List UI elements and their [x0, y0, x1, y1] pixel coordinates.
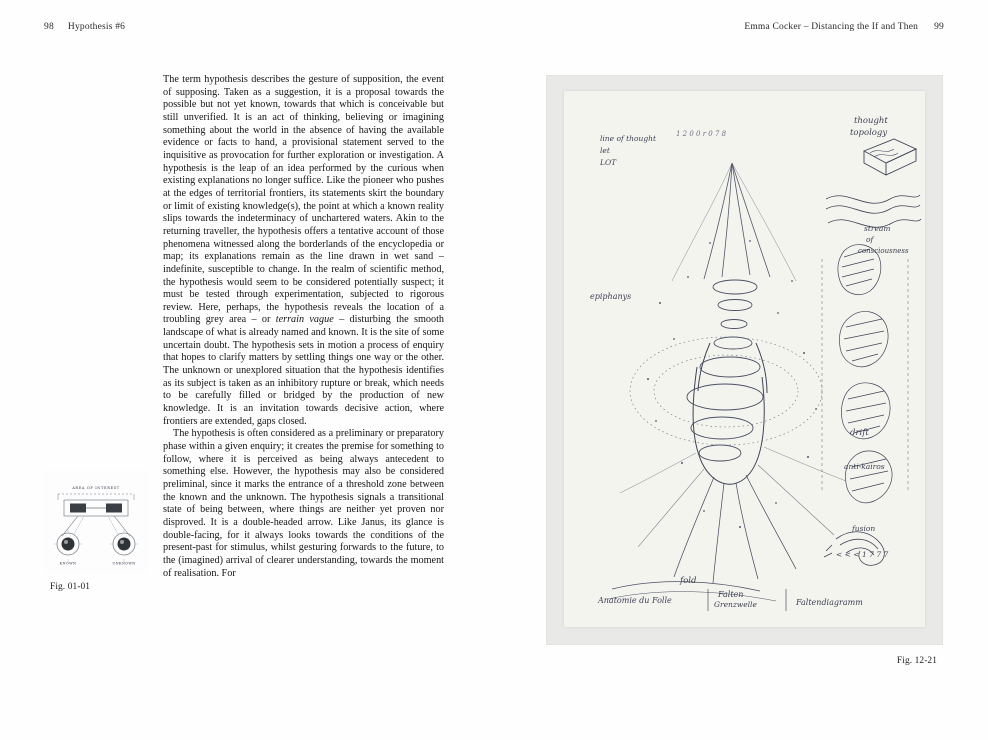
annotation-line-of-thought: line of thought — [600, 134, 656, 143]
body-paragraph-2: The hypothesis is often considered as a preliminary or preparatory phase within a given enquiry; it creates the premise for something to follow, where it is perceived as being always antecedent to something else. However, the hypothesis may also be considered preliminal, since it marks the entrance of a threshold zone between the known and the unknown. The hypothesis signals a transitional state of being between, where things are neither yet proven nor disproved. It is a double-headed arrow. Like Janus, its glance is double-facing, for it always looks towards the conditions of the present-past for stimulus, whilst gesturing forwards to the future, to the (imagined) arrival of clearer understanding, towards the moment of realisation. For — [163, 428, 444, 579]
annotation-faltendiagramm: Faltendiagramm — [796, 598, 863, 607]
annotation-consciousness: consciousness — [858, 247, 909, 255]
annotation-lot: LOT — [600, 158, 617, 167]
annotation-let: let — [600, 146, 610, 155]
running-head-right — [744, 22, 944, 32]
annotation-stream: stream — [864, 224, 891, 233]
annotation-topology: topology — [850, 128, 888, 138]
figure-left-label-unknown: UNKNOWN — [112, 561, 136, 566]
figure-right-caption: Fig. 12-21 — [896, 656, 937, 666]
figure-left-caption: Fig. 01-01 — [50, 582, 91, 592]
running-head-left — [44, 22, 125, 32]
figure-left — [44, 470, 148, 592]
figure-left-image — [44, 470, 148, 574]
annotation-coords: 1 2 0 0 r 0 7 8 — [676, 130, 727, 138]
figure-right-plate — [564, 91, 925, 627]
annotation-thought: thought — [854, 116, 888, 126]
folio-left: 98 — [44, 22, 54, 32]
body-paragraph-1-part-2: – disturbing the smooth landscape of what is already named and known. It is the site of some uncertain doubt. The hypothesis sets in motion a process of enquiry that hopes to clarify matters by settling things one way or the other. The unknown or unexplored situation that the hypothesis identifies as its subject is taken as an inhibitory rupture or break, which needs to be carefully filled or bridged by the production of new knowledge. It is an invitation towards decisive action, where frontiers are extended, gaps closed. — [163, 314, 444, 427]
running-head-right-title: Emma Cocker – Distancing the If and Then — [744, 22, 919, 32]
annotation-arrows: < < < 1 7 7 7 — [836, 550, 889, 559]
annotation-falten: Falten — [718, 590, 744, 599]
figure-right-image — [546, 75, 943, 645]
annotation-fold: fold — [680, 576, 697, 586]
annotation-anatomie: Anatomie du Folle — [598, 596, 672, 605]
figure-left-label-known: KNOWN — [59, 561, 77, 566]
annotation-fusion: fusion — [852, 524, 876, 533]
annotation-epiphanys: epiphanys — [590, 292, 632, 301]
running-head-left-title: Hypothesis #6 — [67, 22, 126, 32]
body-paragraph-1 — [163, 74, 444, 428]
figure-right — [546, 75, 943, 666]
annotation-of: of — [866, 235, 874, 244]
annotation-anti-kairos: anti-kairos — [844, 462, 885, 471]
body-text-column — [163, 74, 444, 580]
folio-right: 99 — [934, 22, 944, 32]
annotation-grenzwelle: Grenzwelle — [714, 600, 757, 609]
body-paragraph-1-italic: terrain vague — [275, 314, 334, 326]
figure-left-label-top: AREA OF INTEREST — [72, 486, 120, 490]
body-paragraph-1-part-1: The term hypothesis describes the gesture of supposition, the event of supposing. Taken as a suggestion, it is a proposal towards the possible but not yet known, towards that which is conceivable but still unverified. It is an act of thinking, believing or imagining something about the world in the absence of having the available evidence or facts to hand, a provisional statement served to the inquisitive as provocation for further exploration or investigation. A hypothesis is the leap of an idea performed by the curious when existing explanations no longer suffice. Like the pioneer who pushes at the edges of territorial frontiers, its statements skirt the boundary or limit of existing knowledge(s), the point at which a known reality slips towards the indeterminacy of unchartered waters. Akin to the returning traveller, the hypothesis offers a tentative account of those phenomena witnessed along the borderlands of the encyclopedia or map; its explanations remain as the line drawn in wet sand – indefinite, susceptible to change. In the realm of scientific method, the hypothesis would seem to be considered potentially suspect; it must be tested through experimentation, subjected to rigorous review. Here, perhaps, the hypothesis reveals the location of a troubling grey area – or — [163, 74, 444, 326]
annotation-drift: drift — [850, 428, 869, 438]
